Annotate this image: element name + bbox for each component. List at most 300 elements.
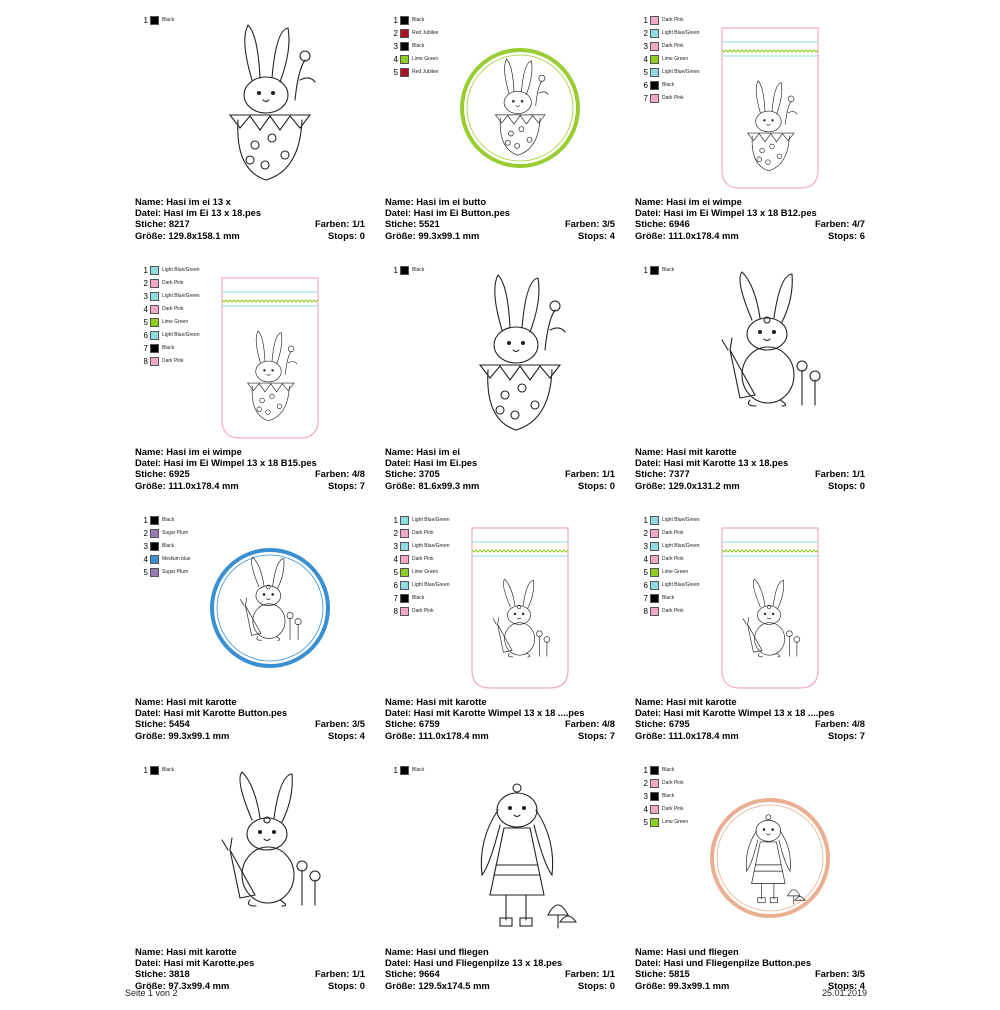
color-swatch-icon	[150, 529, 159, 538]
color-count-label: Farben:	[564, 468, 600, 480]
design-size-label: Größe:	[385, 979, 416, 991]
color-count-value: 3/5	[601, 218, 615, 230]
stitch-count-value: 5454	[168, 718, 190, 730]
design-info	[385, 946, 615, 991]
color-swatch-icon	[150, 266, 159, 275]
color-swatch-icon	[650, 607, 659, 616]
color-swatch-icon	[650, 581, 659, 590]
stitch-count-value: 3818	[168, 968, 190, 980]
thread-color-name: Light Blue/Green	[662, 582, 700, 588]
embroidery-preview	[210, 20, 330, 190]
stop-count-field	[328, 980, 365, 991]
stitch-count-label: Stiche:	[385, 968, 417, 980]
embroidery-preview	[210, 270, 330, 440]
color-index: 6	[643, 81, 648, 90]
color-swatch-icon	[150, 16, 159, 25]
stitch-count-value: 6946	[668, 218, 690, 230]
color-swatch-icon	[150, 568, 159, 577]
file-name-line	[385, 707, 615, 718]
stitch-count-value: 3705	[418, 468, 440, 480]
color-swatch-icon	[650, 792, 659, 801]
color-swatch-icon	[650, 594, 659, 603]
stitch-count-line	[635, 968, 865, 979]
stitch-count-label: Stiche:	[635, 468, 667, 480]
design-name-label: Name:	[135, 946, 164, 957]
design-size-label: Größe:	[135, 229, 166, 241]
stitch-count-label: Stiche:	[385, 468, 417, 480]
color-index: 8	[643, 607, 648, 616]
design-size-value: 111.0x178.4 mm	[668, 229, 739, 241]
design-name-line	[385, 196, 615, 207]
stitch-count-label: Stiche:	[385, 718, 417, 730]
file-name-label: Datei:	[135, 207, 162, 219]
thread-color-name: Black	[412, 595, 425, 601]
stitch-count-value: 6795	[668, 718, 690, 730]
color-index: 3	[643, 792, 648, 801]
color-swatch-icon	[650, 779, 659, 788]
design-size-line	[135, 730, 365, 741]
design-preview	[460, 770, 580, 940]
design-name-label: Name:	[635, 946, 664, 957]
color-count-field	[815, 718, 865, 729]
color-swatch-icon	[400, 607, 409, 616]
stop-count-label: Stops:	[828, 229, 858, 241]
design-name-value: Hasi und fliegen	[416, 946, 489, 957]
stitch-count-line	[385, 218, 615, 229]
color-index: 4	[393, 55, 398, 64]
design-info	[385, 696, 615, 741]
thread-color-name: Lime Green	[662, 56, 689, 62]
color-count-field	[815, 468, 865, 479]
color-index: 5	[143, 568, 148, 577]
embroidery-preview	[710, 20, 830, 190]
design-preview	[710, 20, 830, 190]
design-size-value: 99.3x99.1 mm	[168, 729, 230, 741]
design-name-line	[135, 946, 365, 957]
design-card	[135, 15, 375, 260]
color-index: 1	[143, 16, 148, 25]
design-size-value: 111.0x178.4 mm	[668, 729, 739, 741]
thread-color-name: Dark Pink	[662, 17, 684, 23]
design-size-value: 99.3x99.1 mm	[418, 229, 480, 241]
design-name-line	[385, 446, 615, 457]
file-name-value: Hasi mit Karotte.pes	[163, 957, 255, 969]
embroidery-preview	[710, 770, 830, 940]
color-index: 3	[393, 542, 398, 551]
color-swatch-icon	[400, 29, 409, 38]
design-name-value: Hasi mit karotte	[666, 696, 737, 707]
design-size-value: 97.3x99.4 mm	[168, 979, 230, 991]
color-index: 4	[143, 305, 148, 314]
color-count-label: Farben:	[314, 218, 350, 230]
file-name-value: Hasi und Fliegenpilze 13 x 18.pes	[413, 957, 563, 969]
stop-count-field	[578, 230, 615, 241]
color-index: 4	[643, 555, 648, 564]
file-name-line	[135, 957, 365, 968]
file-name-label: Datei:	[635, 957, 662, 969]
file-name-label: Datei:	[135, 957, 162, 969]
stitch-count-label: Stiche:	[135, 968, 167, 980]
color-index: 1	[393, 16, 398, 25]
design-name-label: Name:	[635, 196, 664, 207]
embroidery-preview	[460, 20, 580, 190]
thread-color-name: Black	[662, 82, 675, 88]
color-count-label: Farben:	[314, 968, 350, 980]
thread-color-name: Black	[412, 267, 425, 273]
color-count-field	[815, 968, 865, 979]
design-size-label: Größe:	[385, 729, 416, 741]
color-swatch-icon	[650, 55, 659, 64]
embroidery-preview	[460, 270, 580, 440]
design-name-line	[135, 446, 365, 457]
file-name-line	[135, 457, 365, 468]
color-swatch-icon	[650, 529, 659, 538]
color-count-field	[565, 968, 615, 979]
color-swatch-icon	[400, 555, 409, 564]
color-index: 1	[393, 266, 398, 275]
thread-color-name: Light Blue/Green	[162, 267, 200, 273]
color-swatch-icon	[650, 29, 659, 38]
file-name-value: Hasi und Fliegenpilze Button.pes	[663, 957, 812, 969]
design-size-label: Größe:	[635, 729, 666, 741]
stop-count-field	[328, 730, 365, 741]
thread-color-name: Light Blue/Green	[412, 543, 450, 549]
color-count-field	[565, 218, 615, 229]
color-index: 4	[643, 805, 648, 814]
color-index: 8	[143, 357, 148, 366]
color-index: 3	[393, 42, 398, 51]
stop-count-value: 0	[609, 479, 615, 491]
color-index: 2	[643, 779, 648, 788]
design-size-value: 111.0x178.4 mm	[168, 479, 239, 491]
stop-count-value: 0	[859, 479, 865, 491]
thread-color-name: Black	[162, 17, 175, 23]
thread-color-name: Dark Pink	[662, 806, 684, 812]
design-name-line	[385, 696, 615, 707]
thread-color-name: Light Blue/Green	[162, 293, 200, 299]
color-count-value: 4/7	[851, 218, 865, 230]
thread-color-name: Black	[662, 767, 675, 773]
file-name-label: Datei:	[385, 957, 412, 969]
stop-count-value: 6	[859, 229, 865, 241]
stop-count-value: 0	[609, 979, 615, 991]
design-preview	[710, 270, 830, 440]
design-name-value: Hasi im ei 13 x	[166, 196, 231, 207]
thread-color-name: Lime Green	[412, 56, 439, 62]
color-count-field	[565, 468, 615, 479]
design-size-label: Größe:	[635, 479, 666, 491]
design-size-line	[635, 480, 865, 491]
color-swatch-icon	[650, 42, 659, 51]
thread-color-name: Light Blue/Green	[662, 30, 700, 36]
design-preview	[460, 520, 580, 690]
design-name-label: Name:	[385, 196, 414, 207]
stop-count-label: Stops:	[328, 979, 358, 991]
stitch-count-value: 8217	[168, 218, 190, 230]
design-card	[135, 765, 375, 1010]
stitch-count-value: 5521	[418, 218, 440, 230]
design-preview	[460, 20, 580, 190]
thread-color-name: Sugar Plum	[162, 530, 189, 536]
color-swatch-icon	[400, 529, 409, 538]
design-size-value: 81.6x99.3 mm	[418, 479, 480, 491]
design-size-value: 111.0x178.4 mm	[418, 729, 489, 741]
design-name-value: Hasi und fliegen	[666, 946, 739, 957]
thread-color-name: Medium blue	[162, 556, 191, 562]
design-size-line	[135, 230, 365, 241]
print-date: 25.01.2019	[822, 988, 868, 998]
file-name-value: Hasi mit Karotte 13 x 18.pes	[663, 457, 789, 469]
thread-color-name: Light Blue/Green	[662, 69, 700, 75]
stop-count-field	[328, 230, 365, 241]
color-count-label: Farben:	[814, 468, 850, 480]
design-info	[135, 196, 365, 241]
color-index: 7	[643, 94, 648, 103]
design-size-label: Größe:	[635, 229, 666, 241]
design-name-label: Name:	[135, 696, 164, 707]
color-swatch-icon	[400, 766, 409, 775]
design-size-line	[135, 480, 365, 491]
file-name-line	[635, 207, 865, 218]
design-preview	[210, 20, 330, 190]
stop-count-field	[828, 230, 865, 241]
color-index: 7	[643, 594, 648, 603]
design-info	[635, 196, 865, 241]
color-index: 5	[643, 818, 648, 827]
stitch-count-line	[385, 968, 615, 979]
design-name-value: Hasi mit karotte	[416, 696, 487, 707]
button-frame-icon	[212, 550, 328, 666]
design-preview	[710, 520, 830, 690]
stop-count-value: 0	[359, 229, 365, 241]
file-name-label: Datei:	[635, 207, 662, 219]
thread-color-name: Dark Pink	[662, 780, 684, 786]
stitch-count-value: 6925	[168, 468, 190, 480]
design-preview	[210, 520, 330, 690]
thread-color-name: Dark Pink	[412, 608, 434, 614]
thread-color-name: Black	[412, 43, 425, 49]
design-size-line	[635, 730, 865, 741]
color-swatch-icon	[150, 318, 159, 327]
design-name-line	[635, 696, 865, 707]
design-card	[385, 265, 625, 510]
design-card	[635, 265, 875, 510]
color-count-label: Farben:	[814, 218, 850, 230]
design-name-label: Name:	[635, 446, 664, 457]
stitch-count-line	[635, 468, 865, 479]
thread-color-name: Lime Green	[662, 569, 689, 575]
design-name-value: Hasi mit karotte	[666, 446, 737, 457]
file-name-line	[635, 957, 865, 968]
stitch-count-label: Stiche:	[135, 468, 167, 480]
design-name-line	[635, 946, 865, 957]
stitch-count-line	[635, 218, 865, 229]
color-index: 3	[643, 42, 648, 51]
stitch-count-label: Stiche:	[635, 968, 667, 980]
color-count-label: Farben:	[564, 218, 600, 230]
color-count-label: Farben:	[564, 718, 600, 730]
color-count-value: 3/5	[851, 968, 865, 980]
color-count-label: Farben:	[814, 968, 850, 980]
color-index: 1	[643, 266, 648, 275]
stitch-count-label: Stiche:	[135, 718, 167, 730]
thread-color-name: Light Blue/Green	[662, 543, 700, 549]
design-info	[135, 946, 365, 991]
thread-color-name: Black	[662, 595, 675, 601]
color-swatch-icon	[400, 542, 409, 551]
embroidery-preview	[210, 770, 330, 940]
stitch-count-line	[385, 718, 615, 729]
thread-color-name: Dark Pink	[662, 95, 684, 101]
design-size-value: 99.3x99.1 mm	[668, 979, 730, 991]
design-size-label: Größe:	[135, 979, 166, 991]
color-count-field	[315, 218, 365, 229]
color-count-value: 1/1	[601, 968, 615, 980]
color-index: 4	[143, 555, 148, 564]
color-index: 1	[643, 766, 648, 775]
color-swatch-icon	[150, 292, 159, 301]
design-card	[635, 765, 875, 1010]
embroidery-preview	[210, 520, 330, 690]
design-card	[385, 15, 625, 260]
color-count-field	[565, 718, 615, 729]
design-name-value: Hasi im ei butto	[416, 196, 487, 207]
design-size-line	[385, 230, 615, 241]
file-name-label: Datei:	[385, 207, 412, 219]
stitch-count-line	[135, 218, 365, 229]
stop-count-label: Stops:	[328, 729, 358, 741]
file-name-label: Datei:	[635, 457, 662, 469]
stop-count-label: Stops:	[578, 979, 608, 991]
design-preview	[710, 770, 830, 940]
color-swatch-icon	[650, 568, 659, 577]
thread-color-name: Light Blue/Green	[412, 517, 450, 523]
design-info	[635, 946, 865, 991]
file-name-line	[635, 457, 865, 468]
color-count-field	[315, 968, 365, 979]
design-name-line	[135, 696, 365, 707]
thread-color-name: Black	[412, 767, 425, 773]
color-index: 1	[143, 266, 148, 275]
color-count-field	[815, 218, 865, 229]
stop-count-label: Stops:	[578, 229, 608, 241]
color-index: 3	[143, 292, 148, 301]
design-card	[135, 265, 375, 510]
design-name-line	[635, 446, 865, 457]
stitch-count-value: 6759	[418, 718, 440, 730]
color-count-value: 4/8	[601, 718, 615, 730]
design-size-line	[385, 730, 615, 741]
color-swatch-icon	[650, 94, 659, 103]
stitch-count-value: 5815	[668, 968, 690, 980]
stitch-count-value: 7377	[668, 468, 690, 480]
file-name-line	[635, 707, 865, 718]
color-swatch-icon	[650, 555, 659, 564]
stitch-count-label: Stiche:	[635, 218, 667, 230]
design-info	[385, 196, 615, 241]
thread-color-name: Dark Pink	[162, 306, 184, 312]
color-count-field	[315, 468, 365, 479]
embroidery-preview	[460, 520, 580, 690]
file-name-label: Datei:	[385, 707, 412, 719]
design-name-label: Name:	[135, 446, 164, 457]
design-card	[135, 515, 375, 760]
color-swatch-icon	[650, 818, 659, 827]
color-count-value: 1/1	[601, 468, 615, 480]
file-name-value: Hasi mit Karotte Wimpel 13 x 18 ....pes	[663, 707, 835, 719]
stop-count-value: 0	[359, 979, 365, 991]
thread-color-name: Black	[162, 543, 175, 549]
color-swatch-icon	[150, 555, 159, 564]
color-index: 6	[143, 331, 148, 340]
color-swatch-icon	[650, 805, 659, 814]
color-count-label: Farben:	[564, 968, 600, 980]
design-size-line	[635, 230, 865, 241]
file-name-label: Datei:	[385, 457, 412, 469]
design-name-label: Name:	[385, 946, 414, 957]
color-index: 1	[143, 766, 148, 775]
color-swatch-icon	[650, 516, 659, 525]
color-swatch-icon	[400, 55, 409, 64]
color-index: 2	[393, 529, 398, 538]
file-name-label: Datei:	[135, 457, 162, 469]
design-info	[385, 446, 615, 491]
stop-count-field	[828, 480, 865, 491]
stop-count-label: Stops:	[828, 979, 858, 991]
color-swatch-icon	[400, 68, 409, 77]
file-name-line	[135, 707, 365, 718]
color-index: 6	[393, 581, 398, 590]
design-name-value: Hasi mit karotte	[166, 946, 237, 957]
design-size-line	[385, 480, 615, 491]
thread-color-name: Lime Green	[162, 319, 189, 325]
color-index: 1	[143, 516, 148, 525]
thread-color-name: Black	[662, 793, 675, 799]
thread-color-name: Light Blue/Green	[662, 517, 700, 523]
color-swatch-icon	[400, 266, 409, 275]
stop-count-label: Stops:	[828, 729, 858, 741]
color-swatch-icon	[400, 581, 409, 590]
stop-count-value: 4	[609, 229, 615, 241]
stitch-count-line	[135, 468, 365, 479]
design-name-label: Name:	[385, 446, 414, 457]
thread-color-name: Dark Pink	[412, 556, 434, 562]
design-info	[635, 696, 865, 741]
color-swatch-icon	[400, 568, 409, 577]
stop-count-value: 7	[609, 729, 615, 741]
color-swatch-icon	[400, 516, 409, 525]
design-card	[635, 515, 875, 760]
thread-color-name: Light Blue/Green	[412, 582, 450, 588]
design-info	[135, 696, 365, 741]
design-name-value: Hasi im ei wimpe	[666, 196, 742, 207]
color-swatch-icon	[150, 542, 159, 551]
color-swatch-icon	[650, 81, 659, 90]
file-name-value: Hasi im Ei 13 x 18.pes	[163, 207, 262, 219]
design-name-line	[135, 196, 365, 207]
color-swatch-icon	[150, 279, 159, 288]
color-swatch-icon	[650, 16, 659, 25]
thread-color-name: Dark Pink	[412, 530, 434, 536]
color-swatch-icon	[150, 766, 159, 775]
stop-count-label: Stops:	[328, 229, 358, 241]
color-count-value: 4/8	[851, 718, 865, 730]
color-index: 7	[143, 344, 148, 353]
color-index: 3	[643, 542, 648, 551]
stop-count-value: 7	[859, 729, 865, 741]
thread-color-name: Black	[162, 767, 175, 773]
embroidery-preview	[710, 520, 830, 690]
